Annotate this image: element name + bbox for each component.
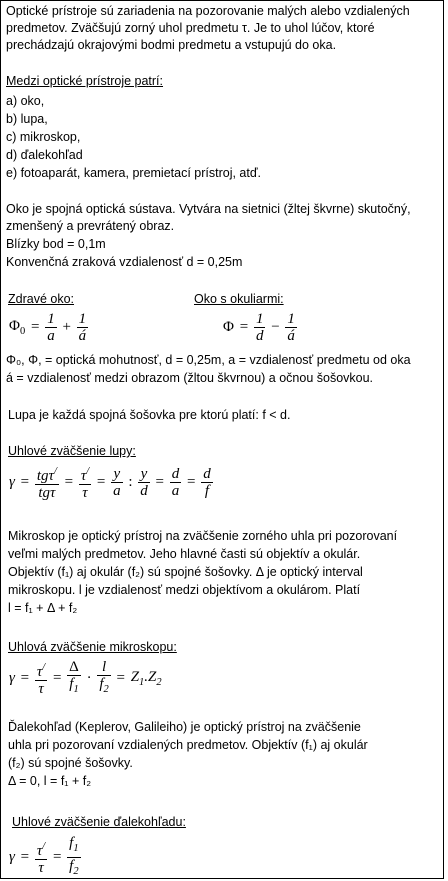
telescope-formula: γ = $\frac{\tau^/}{\tau}$ = $\frac{f_1}{f_2}$	[9, 835, 79, 877]
microscope-heading: Uhlová zväčšenie mikroskopu:	[8, 640, 177, 654]
healthy-eye-heading: Zdravé oko:	[8, 292, 75, 306]
legend-text: Φ₀, Φ, = optická mohutnosť, d = 0,25m, a = vzdialenosť predmetu od oka	[6, 353, 411, 367]
eye-text: Konvenčná zraková vzdialenosť d = 0,25m	[6, 255, 243, 269]
intro-line: Optické prístroje sú zariadenia na pozorovanie malých alebo vzdialených	[6, 4, 410, 18]
microscope-text: mikroskopu. l je vzdialenosť medzi objektívom a okulárom. Platí	[8, 583, 361, 597]
magnifier-definition: Lupa je každá spojná šošovka pre ktorú platí: f < d.	[8, 408, 291, 422]
list-item: b) lupa,	[6, 112, 48, 126]
eye-text: Blízky bod = 0,1m	[6, 237, 106, 251]
magnifier-formula: γ = $\frac{tg\tau^/}{\text{tgτ}}$ = $\frac{\tau^/}{\tau}$ = $\frac{y}{a}$ : $\frac{y}{d}$ = $\frac{d}{a}$ = $\frac{d}{f}$	[9, 466, 211, 501]
intro-line: predmetov. Zväčšujú zorný uhol predmetu τ. Je to uhol lúčov, ktoré	[6, 21, 375, 35]
telescope-text: Δ = 0, l = f₁ + f₂	[8, 774, 92, 788]
healthy-eye-formula: $\Phi_0$ = $\frac{1}{a}$ + $\frac{1}{á}$	[9, 311, 87, 344]
microscope-text: Objektív (f₁) aj okulár (f₂) sú spojné šošovky. Δ je optický interval	[8, 565, 363, 579]
list-item: c) mikroskop,	[6, 130, 81, 144]
instruments-heading: Medzi optické prístroje patrí:	[6, 74, 164, 88]
telescope-text: (f₂) sú spojné šošovky.	[8, 756, 133, 770]
list-item: d) ďalekohľad	[6, 148, 83, 162]
eye-text: Oko je spojná optická sústava. Vytvára na sietnici (žltej škvrne) skutočný,	[6, 202, 411, 216]
microscope-formula: γ = $\frac{\tau^/}{\tau}$ = $\frac{\Delta}{f_1}$ · $\frac{l}{f_2}$ = $Z_1.Z_2$	[9, 659, 162, 697]
microscope-text: veľmi malých predmetov. Jeho hlavné časti sú objektív a okulár.	[8, 547, 361, 561]
legend-text: á = vzdialenosť medzi obrazom (žltou škvrnou) a očnou šošovkou.	[6, 371, 374, 385]
telescope-heading: Uhlové zväčšenie ďalekohľadu:	[12, 815, 186, 829]
list-item: e) fotoaparát, kamera, premietací prístroj, atď.	[6, 166, 262, 180]
microscope-text: l = f₁ + Δ + f₂	[8, 601, 78, 615]
glasses-heading: Oko s okuliarmi:	[194, 292, 284, 306]
telescope-text: uhla pri pozorovaní vzdialených predmetov. Objektív (f₁) aj okulár	[8, 738, 368, 752]
magnifier-heading: Uhlové zväčšenie lupy:	[8, 444, 136, 458]
list-item: a) oko,	[6, 94, 45, 108]
glasses-formula: Φ = $\frac{1}{d}$ − $\frac{1}{á}$	[223, 311, 295, 344]
intro-line: prechádzajú okrajovými bodmi predmetu a vstupujú do oka.	[6, 38, 337, 52]
telescope-text: Ďalekohľad (Keplerov, Galileiho) je optický prístroj na zväčšenie	[8, 720, 361, 734]
microscope-text: Mikroskop je optický prístroj na zväčšenie zorného uhla pri pozorovaní	[8, 529, 398, 543]
eye-text: zmenšený a prevrátený obraz.	[6, 219, 175, 233]
